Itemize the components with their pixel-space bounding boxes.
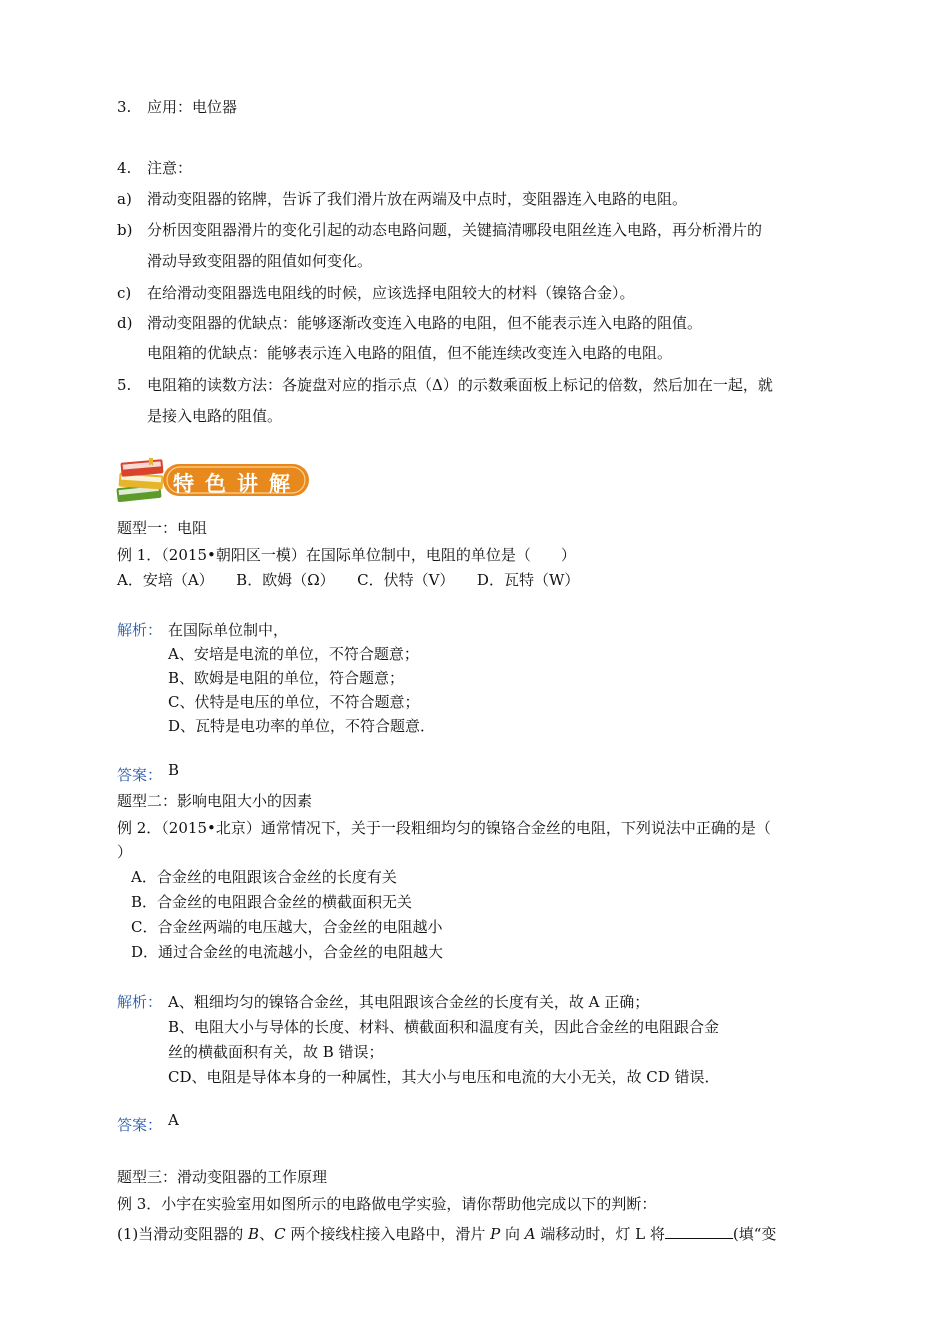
option-c: C．合金丝两端的电压越大，合金丝的电阻越小 — [131, 918, 443, 936]
analysis-line: B、电阻大小与导体的长度、材料、横截面积和温度有关，因此合金丝的电阻跟合金 — [168, 1018, 720, 1036]
part1-text: (填“变 — [732, 1225, 777, 1243]
type2-question: 例 2．（2015•北京）通常情况下，关于一段粗细均匀的镍铬合金丝的电阻，下列说法中正确的是（ — [117, 819, 771, 837]
analysis-line: A、粗细均匀的镍铬合金丝，其电阻跟该合金丝的长度有关，故 A 正确； — [168, 993, 650, 1011]
note-text: 是接入电路的阻值。 — [147, 407, 283, 425]
answer-value: A — [168, 1111, 179, 1129]
note-text: 电阻箱的优缺点：能够表示连入电路的阻值，但不能连续改变连入电路的电阻。 — [147, 344, 673, 362]
part1-text: 向 — [500, 1225, 525, 1243]
note-text: 电阻箱的读数方法：各旋盘对应的指示点（Δ）的示数乘面板上标记的倍数，然后加在一起，就 — [147, 376, 773, 394]
analysis-line: B、欧姆是电阻的单位，符合题意； — [168, 669, 405, 687]
note-text: 分析因变阻器滑片的变化引起的动态电路问题，关键搞清哪段电阻丝连入电路，再分析滑片的 — [147, 221, 763, 239]
part1-text: 两个接线柱接入电路中，滑片 — [285, 1225, 491, 1243]
type2-question-end: ） — [117, 843, 133, 861]
answer-label: 答案： — [117, 766, 163, 784]
type2-heading: 题型二：影响电阻大小的因素 — [117, 792, 313, 810]
type3-heading: 题型三：滑动变阻器的工作原理 — [117, 1168, 328, 1186]
option-a: A．合金丝的电阻跟该合金丝的长度有关 — [131, 868, 397, 886]
analysis-line: 丝的横截面积有关，故 B 错误； — [168, 1043, 384, 1061]
note-text: 应用：电位器 — [147, 98, 238, 116]
analysis-line: 在国际单位制中， — [168, 621, 289, 639]
note-text: 滑动变阻器的铭牌，告诉了我们滑片放在两端及中点时，变阻器连入电路的电阻。 — [147, 190, 688, 208]
part1-text: 、 — [259, 1225, 275, 1243]
note-letter: b) — [117, 221, 133, 239]
note-text: 在给滑动变阻器选电阻线的时候，应该选择电阻较大的材料（镍铬合金）。 — [147, 284, 635, 302]
analysis-line: CD、电阻是导体本身的一种属性，其大小与电压和电流的大小无关，故 CD 错误． — [168, 1068, 720, 1086]
option-b: B．合金丝的电阻跟合金丝的横截面积无关 — [131, 893, 413, 911]
note-text: 滑动变阻器的优缺点：能够逐渐改变连入电路的电阻，但不能表示连入电路的阻值。 — [147, 314, 703, 332]
slider-label: P — [490, 1225, 501, 1243]
analysis-label: 解析： — [117, 621, 163, 639]
terminal-label: B — [248, 1225, 260, 1243]
section-banner — [113, 456, 313, 506]
type3-part1 — [117, 1224, 776, 1244]
terminal-label: C — [274, 1225, 286, 1243]
answer-blank — [665, 1224, 733, 1239]
note-text: 滑动导致变阻器的阻值如何变化。 — [147, 252, 373, 270]
type1-heading: 题型一：电阻 — [117, 519, 208, 537]
terminal-label: A — [524, 1225, 536, 1243]
note-number: 5. — [117, 376, 132, 394]
type3-question: 例 3．小宇在实验室用如图所示的电路做电学实验，请你帮助他完成以下的判断： — [117, 1195, 657, 1213]
part1-text: (1)当滑动变阻器的 — [117, 1225, 249, 1243]
note-number: 4. — [117, 159, 132, 177]
option-d: D．通过合金丝的电流越小，合金丝的电阻越大 — [131, 943, 444, 961]
note-letter: d) — [117, 314, 133, 332]
answer-label: 答案： — [117, 1116, 163, 1134]
note-number: 3. — [117, 98, 132, 116]
part1-text: 端移动时，灯 L 将 — [535, 1225, 665, 1243]
analysis-line: C、伏特是电压的单位，不符合题意； — [168, 693, 420, 711]
note-letter: a) — [117, 190, 132, 208]
note-letter: c) — [117, 284, 132, 302]
type1-question: 例 1．（2015•朝阳区一模）在国际单位制中，电阻的单位是（ ） — [117, 546, 576, 564]
answer-value: B — [168, 761, 180, 779]
note-text: 注意： — [147, 159, 193, 177]
type1-options: A．安培（A） B．欧姆（Ω） C．伏特（V） D．瓦特（W） — [117, 571, 580, 589]
banner-title: 特色讲解 — [173, 472, 301, 496]
analysis-label: 解析： — [117, 993, 163, 1011]
analysis-line: A、安培是电流的单位，不符合题意； — [168, 645, 419, 663]
analysis-line: D、瓦特是电功率的单位，不符合题意． — [168, 717, 436, 735]
